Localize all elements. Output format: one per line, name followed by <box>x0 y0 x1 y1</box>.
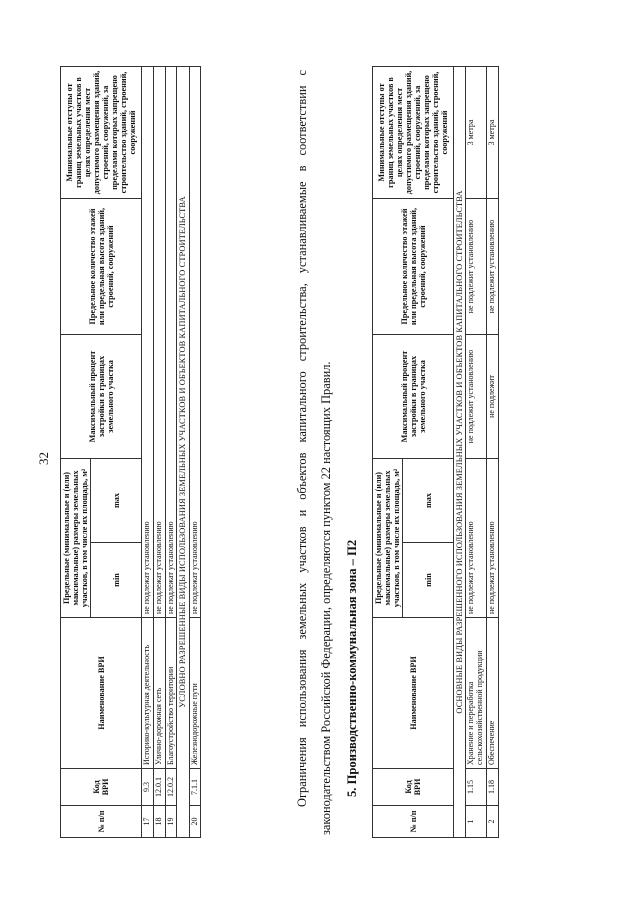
header-row <box>373 67 403 838</box>
table-row <box>486 67 498 838</box>
header-code: Код ВРИ <box>373 769 454 806</box>
restrictions-paragraph: Ограничения использования земельных участков и объектов капитального строительства, устанавливаемые в соответствии с законодательством Российской Федерации, определяются пунктом 22 настоящих Правил. <box>295 70 333 835</box>
row-num: 19 <box>165 806 177 838</box>
header-min: min <box>403 543 454 618</box>
table-row <box>189 67 201 838</box>
row-name: Обеспечение <box>486 618 498 769</box>
table-row <box>165 67 177 838</box>
header-name: Наименование ВРИ <box>373 618 454 769</box>
row-name: Благоустройство территории <box>165 618 177 769</box>
section-row <box>454 67 466 838</box>
header-floors: Предельное количество этажей или предельная высота зданий, строений, сооружений <box>61 199 142 335</box>
header-max: max <box>403 459 454 543</box>
header-floors: Предельное количество этажей или предельная высота зданий, строений, сооружений <box>373 199 454 335</box>
row-floors: не подлежит установлению <box>466 199 487 335</box>
row-num: 20 <box>189 806 201 838</box>
page-number: 32 <box>36 452 51 465</box>
header-area: Предельные (минимальные и (или) максимальные) размеры земельных участков, в том числе их площадь, м² <box>373 459 403 618</box>
row-value: не подлежат установлению <box>189 67 201 618</box>
row-value: не подлежат установлению <box>165 67 177 618</box>
permitted-use-table-bottom <box>372 66 499 838</box>
row-num: 1 <box>466 806 487 838</box>
header-setback: Минимальные отступы от границ земельных участков в целях определения мест допустимого размещения зданий, строений, сооружений, за пределами которых запрещено строительство зданий, строений, сооружений <box>373 67 454 199</box>
row-value: не подлежат установлению <box>142 67 154 618</box>
header-row <box>61 67 91 838</box>
row-code: 12.0.1 <box>153 769 165 806</box>
row-value: не подлежат установлению <box>153 67 165 618</box>
permitted-use-table-top <box>60 66 201 838</box>
header-max: max <box>91 459 142 543</box>
zone-title: 5. Производственно-коммунальная зона – П2 <box>345 539 359 797</box>
row-percent: не подлежит установлению <box>466 335 487 459</box>
row-area: не подлежат установлению <box>466 459 487 618</box>
table-row <box>153 67 165 838</box>
row-num: 18 <box>153 806 165 838</box>
row-name: Хранение и переработка сельскохозяйственной продукции <box>466 618 487 769</box>
header-num: № п/п <box>373 806 454 838</box>
row-name: Улично-дорожная сеть <box>153 618 165 769</box>
header-percent: Максимальный процент застройки в границах земельного участка <box>61 335 142 459</box>
row-code: 7.1.1 <box>189 769 201 806</box>
row-code: 1.18 <box>486 769 498 806</box>
row-area: не подлежат установлению <box>486 459 498 618</box>
table-row <box>142 67 154 838</box>
row-code: 12.0.2 <box>165 769 177 806</box>
header-code: Код ВРИ <box>61 769 142 806</box>
row-setback: 3 метра <box>466 67 487 199</box>
header-percent: Максимальный процент застройки в границах земельного участка <box>373 335 454 459</box>
row-num: 2 <box>486 806 498 838</box>
row-code: 1.15 <box>466 769 487 806</box>
row-num: 17 <box>142 806 154 838</box>
header-min: min <box>91 543 142 618</box>
header-setback: Минимальные отступы от границ земельных участков в целях определения мест допустимого размещения зданий, строений, сооружений, за пределами которых запрещено строительство зданий, строений, сооружений <box>61 67 142 199</box>
header-num: № п/п <box>61 806 142 838</box>
row-name: Железнодорожные пути <box>189 618 201 769</box>
row-code: 9.3 <box>142 769 154 806</box>
row-percent: не подлежит <box>486 335 498 459</box>
header-area: Предельные (минимальные и (или) максимальные) размеры земельных участков, в том числе их площадь, м² <box>61 459 91 618</box>
header-name: Наименование ВРИ <box>61 618 142 769</box>
section-title: УСЛОВНО РАЗРЕШЕННЫЕ ВИДЫ ИСПОЛЬЗОВАНИЯ ЗЕМЕЛЬНЫХ УЧАСТКОВ И ОБЪЕКТОВ КАПИТАЛЬНОГО СТРОИТЕЛЬСТВА <box>177 67 189 838</box>
row-setback: 3 метра <box>486 67 498 199</box>
row-floors: не подлежит установлению <box>486 199 498 335</box>
section-title: ОСНОВНЫЕ ВИДЫ РАЗРЕШЕННОГО ИСПОЛЬЗОВАНИЯ ЗЕМЕЛЬНЫХ УЧАСТКОВ И ОБЪЕКТОВ КАПИТАЛЬНОГО СТРОИТЕЛЬСТВА <box>454 67 466 838</box>
row-name: Историко-культурная деятельность <box>142 618 154 769</box>
table-row <box>466 67 487 838</box>
section-row <box>177 67 189 838</box>
